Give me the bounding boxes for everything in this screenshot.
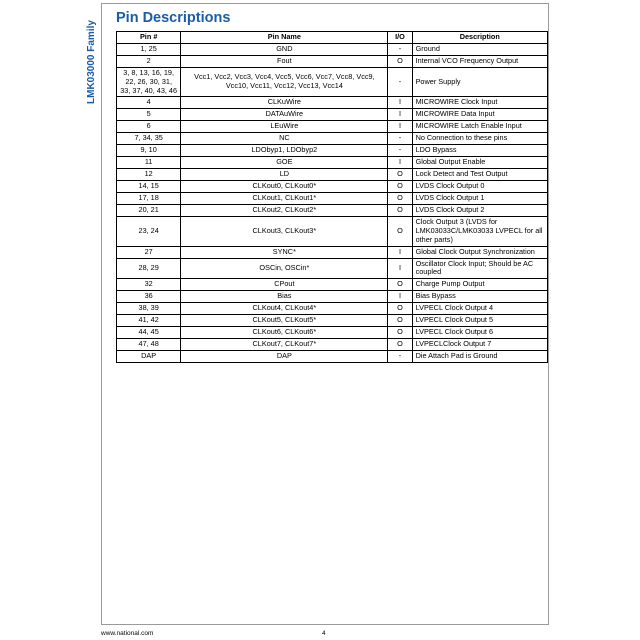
description-cell: Oscillator Clock Input; Should be AC coupled — [412, 258, 547, 279]
pin-name-cell: GOE — [181, 157, 388, 169]
pin-name-cell: CLKuWire — [181, 97, 388, 109]
pin-name-cell: DAP — [181, 351, 388, 363]
pin-name-cell: CLKout5, CLKout5* — [181, 315, 388, 327]
io-cell: O — [388, 315, 412, 327]
table-row — [117, 339, 548, 351]
io-cell: - — [388, 44, 412, 56]
pin-name-cell: DATAuWire — [181, 109, 388, 121]
description-cell: LVPECL Clock Output 4 — [412, 303, 547, 315]
table-header-row — [117, 32, 548, 44]
description-cell: MICROWIRE Data Input — [412, 109, 547, 121]
side-tab-label: LMK03000 Family — [86, 20, 97, 104]
pin-number-cell: 2 — [117, 56, 181, 68]
description-cell: Charge Pump Output — [412, 279, 547, 291]
pin-number-cell: 28, 29 — [117, 258, 181, 279]
pin-name-cell: CLKout1, CLKout1* — [181, 193, 388, 205]
pin-name-cell: CLKout0, CLKout0* — [181, 181, 388, 193]
pin-number-cell: 38, 39 — [117, 303, 181, 315]
header-pin-name: Pin Name — [181, 32, 388, 44]
io-cell: O — [388, 169, 412, 181]
io-cell: O — [388, 327, 412, 339]
pin-number-cell: 1, 25 — [117, 44, 181, 56]
io-cell: I — [388, 291, 412, 303]
pin-name-cell: Fout — [181, 56, 388, 68]
description-cell: Global Output Enable — [412, 157, 547, 169]
description-cell: LVDS Clock Output 2 — [412, 205, 547, 217]
io-cell: O — [388, 56, 412, 68]
description-cell: MICROWIRE Clock Input — [412, 97, 547, 109]
pin-number-cell: 5 — [117, 109, 181, 121]
description-cell: MICROWIRE Latch Enable Input — [412, 121, 547, 133]
io-cell: - — [388, 145, 412, 157]
pin-number-cell: 17, 18 — [117, 193, 181, 205]
description-cell: Ground — [412, 44, 547, 56]
table-row — [117, 68, 548, 97]
io-cell: I — [388, 121, 412, 133]
footer-page-number: 4 — [322, 630, 326, 637]
description-cell: LVPECL Clock Output 6 — [412, 327, 547, 339]
description-cell: Clock Output 3 (LVDS for LMK03033C/LMK03033 LVPECL for all other parts) — [412, 217, 547, 246]
io-cell: O — [388, 193, 412, 205]
pin-name-cell: CLKout2, CLKout2* — [181, 205, 388, 217]
pin-description-table — [116, 31, 548, 363]
io-cell: I — [388, 109, 412, 121]
io-cell: - — [388, 68, 412, 97]
header-io: I/O — [388, 32, 412, 44]
table-row — [117, 279, 548, 291]
description-cell: Bias Bypass — [412, 291, 547, 303]
header-description: Description — [412, 32, 547, 44]
table-row — [117, 157, 548, 169]
pin-number-cell: 14, 15 — [117, 181, 181, 193]
table-row — [117, 217, 548, 246]
pin-name-cell: LD — [181, 169, 388, 181]
io-cell: O — [388, 279, 412, 291]
description-cell: LVPECL Clock Output 5 — [412, 315, 547, 327]
description-cell: Internal VCO Frequency Output — [412, 56, 547, 68]
pin-number-cell: 23, 24 — [117, 217, 181, 246]
table-row — [117, 327, 548, 339]
pin-name-cell: CLKout4, CLKout4* — [181, 303, 388, 315]
table-row — [117, 56, 548, 68]
pin-name-cell: LEuWire — [181, 121, 388, 133]
io-cell: O — [388, 339, 412, 351]
pin-number-cell: 4 — [117, 97, 181, 109]
side-tab — [86, 4, 100, 104]
pin-number-cell: 47, 48 — [117, 339, 181, 351]
pin-name-cell: Vcc1, Vcc2, Vcc3, Vcc4, Vcc5, Vcc6, Vcc7, Vcc8, Vcc9, Vcc10, Vcc11, Vcc12, Vcc13, Vcc14 — [181, 68, 388, 97]
description-cell: No Connection to these pins — [412, 133, 547, 145]
pin-name-cell: CPout — [181, 279, 388, 291]
table-row — [117, 246, 548, 258]
pin-number-cell: 9, 10 — [117, 145, 181, 157]
footer-website: www.national.com — [101, 630, 154, 637]
io-cell: I — [388, 157, 412, 169]
io-cell: I — [388, 97, 412, 109]
pin-name-cell: GND — [181, 44, 388, 56]
table-row — [117, 181, 548, 193]
pin-name-cell: SYNC* — [181, 246, 388, 258]
pin-number-cell: 41, 42 — [117, 315, 181, 327]
description-cell: Lock Detect and Test Output — [412, 169, 547, 181]
table-row — [117, 303, 548, 315]
io-cell: O — [388, 217, 412, 246]
io-cell: I — [388, 246, 412, 258]
table-row — [117, 258, 548, 279]
description-cell: Die Attach Pad is Ground — [412, 351, 547, 363]
io-cell: - — [388, 351, 412, 363]
pin-number-cell: 7, 34, 35 — [117, 133, 181, 145]
description-cell: LVDS Clock Output 1 — [412, 193, 547, 205]
table-row — [117, 193, 548, 205]
table-row — [117, 97, 548, 109]
pin-name-cell: LDObyp1, LDObyp2 — [181, 145, 388, 157]
pin-number-cell: 11 — [117, 157, 181, 169]
description-cell: LVDS Clock Output 0 — [412, 181, 547, 193]
pin-number-cell: 3, 8, 13, 16, 19, 22, 26, 30, 31, 33, 37, 40, 43, 46 — [117, 68, 181, 97]
table-row — [117, 44, 548, 56]
description-cell: Power Supply — [412, 68, 547, 97]
io-cell: O — [388, 205, 412, 217]
description-cell: LDO Bypass — [412, 145, 547, 157]
pin-name-cell: OSCin, OSCin* — [181, 258, 388, 279]
pin-number-cell: 36 — [117, 291, 181, 303]
section-title: Pin Descriptions — [116, 10, 231, 26]
pin-number-cell: 27 — [117, 246, 181, 258]
table-row — [117, 205, 548, 217]
description-cell: Global Clock Output Synchronization — [412, 246, 547, 258]
pin-name-cell: NC — [181, 133, 388, 145]
table-row — [117, 121, 548, 133]
table-row — [117, 291, 548, 303]
io-cell: O — [388, 303, 412, 315]
pin-name-cell: Bias — [181, 291, 388, 303]
pin-number-cell: 32 — [117, 279, 181, 291]
table-row — [117, 145, 548, 157]
io-cell: - — [388, 133, 412, 145]
description-cell: LVPECLClock Output 7 — [412, 339, 547, 351]
io-cell: I — [388, 258, 412, 279]
header-pin: Pin # — [117, 32, 181, 44]
pin-number-cell: 12 — [117, 169, 181, 181]
pin-number-cell: 6 — [117, 121, 181, 133]
table-row — [117, 169, 548, 181]
pin-name-cell: CLKout3, CLKout3* — [181, 217, 388, 246]
pin-number-cell: 44, 45 — [117, 327, 181, 339]
table-row — [117, 351, 548, 363]
pin-number-cell: DAP — [117, 351, 181, 363]
pin-name-cell: CLKout7, CLKout7* — [181, 339, 388, 351]
table-row — [117, 109, 548, 121]
table-row — [117, 133, 548, 145]
pin-name-cell: CLKout6, CLKout6* — [181, 327, 388, 339]
table-row — [117, 315, 548, 327]
pin-number-cell: 20, 21 — [117, 205, 181, 217]
io-cell: O — [388, 181, 412, 193]
